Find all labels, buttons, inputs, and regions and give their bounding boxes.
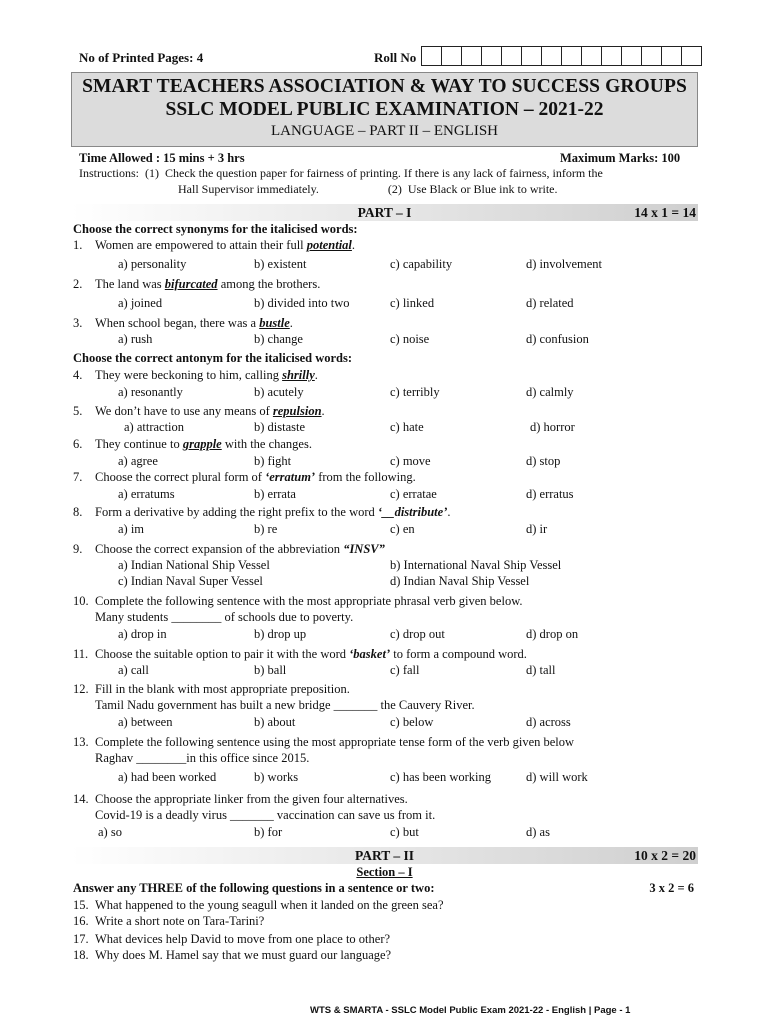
question-9 <box>73 542 385 557</box>
question-number: 6. <box>73 437 83 451</box>
maximum-marks: Maximum Marks: 100 <box>560 151 681 165</box>
question-13 <box>73 735 574 750</box>
option-a[interactable]: a) agree <box>118 454 158 468</box>
question-14-line-2: Covid-19 is a deadly virus _______ vaccination can save us from it. <box>95 808 436 822</box>
question-4 <box>73 368 318 383</box>
option-a[interactable]: a) erratums <box>118 487 175 501</box>
option-c[interactable]: c) terribly <box>390 385 440 399</box>
option-b[interactable]: b) drop up <box>254 627 307 641</box>
option-b[interactable]: b) acutely <box>254 385 304 399</box>
part-2-instruction: Answer any THREE of the following questions in a sentence or two: <box>73 881 435 895</box>
part-2-title: PART – II <box>354 848 415 863</box>
roll-no-digit-box[interactable] <box>442 46 462 66</box>
option-c[interactable]: c) Indian Naval Super Vessel <box>118 574 263 588</box>
part-2-question-16 <box>73 914 264 929</box>
question-text: Write a short note on Tara-Tarini? <box>95 914 265 928</box>
question-12 <box>73 682 350 697</box>
instructions <box>79 165 699 197</box>
option-c[interactable]: c) drop out <box>390 627 445 641</box>
question-number: 15. <box>73 898 89 912</box>
option-b[interactable]: b) about <box>254 715 296 729</box>
question-number: 10. <box>73 594 89 608</box>
question-number: 17. <box>73 932 89 946</box>
option-a[interactable]: a) so <box>98 825 122 839</box>
option-d[interactable]: d) as <box>526 825 550 839</box>
question-text-end: . <box>314 368 318 382</box>
option-c[interactable]: c) erratae <box>390 487 437 501</box>
option-d[interactable]: d) calmly <box>526 385 574 399</box>
question-text: When school began, there was a <box>95 316 260 330</box>
subject-title: LANGUAGE – PART II – ENGLISH <box>270 123 498 139</box>
part-1-marks: 14 x 1 = 14 <box>634 205 696 220</box>
question-text: Choose the suitable option to pair it with the word <box>95 647 350 661</box>
question-number: 18. <box>73 948 89 962</box>
question-number: 2. <box>73 277 83 291</box>
part-2-marks: 10 x 2 = 20 <box>634 848 696 863</box>
question-text: What happened to the young seagull when it landed on the green sea? <box>95 898 444 912</box>
roll-no-digit-box[interactable] <box>542 46 562 66</box>
option-d[interactable]: d) across <box>526 715 571 729</box>
question-text: The land was <box>95 277 165 291</box>
question-11 <box>73 647 527 662</box>
option-b[interactable]: b) works <box>254 770 299 784</box>
part-2-question-18 <box>73 948 391 963</box>
question-keyword: “INSV” <box>343 542 385 556</box>
question-6 <box>73 437 312 452</box>
question-keyword: bustle <box>259 316 290 330</box>
question-number: 14. <box>73 792 89 806</box>
option-c[interactable]: c) capability <box>390 257 453 271</box>
question-7 <box>73 470 416 485</box>
roll-no-digit-box[interactable] <box>582 46 602 66</box>
option-a[interactable]: a) drop in <box>118 627 167 641</box>
instructions-line-2: Hall Supervisor immediately. (2) Use Black or Blue ink to write. <box>178 182 558 196</box>
printed-pages-label: No of Printed Pages: 4 <box>79 50 204 65</box>
option-b[interactable]: b) International Naval Ship Vessel <box>390 558 562 572</box>
option-c[interactable]: c) linked <box>390 296 435 310</box>
question-text: They continue to <box>95 437 183 451</box>
question-number: 1. <box>73 238 83 252</box>
instructions-line-1: Instructions: (1) Check the question paper for fairness of printing. If there is any lack of fairness, inform the <box>79 166 603 180</box>
question-text: Complete the following sentence using the most appropriate tense form of the verb given below <box>95 735 575 749</box>
option-a[interactable]: a) personality <box>118 257 187 271</box>
option-a[interactable]: a) Indian National Ship Vessel <box>118 558 270 572</box>
part-2-instruction-marks: 3 x 2 = 6 <box>649 881 694 895</box>
roll-no-boxes[interactable] <box>421 46 702 66</box>
roll-no-digit-box[interactable] <box>662 46 682 66</box>
roll-no-digit-box[interactable] <box>462 46 482 66</box>
question-number: 9. <box>73 542 83 556</box>
question-text: Women are empowered to attain their full <box>95 238 307 252</box>
option-d[interactable]: d) horror <box>530 420 575 434</box>
question-text-end: . <box>321 404 325 418</box>
question-number: 5. <box>73 404 83 418</box>
question-10 <box>73 594 523 609</box>
option-a[interactable]: a) im <box>118 522 145 536</box>
question-number: 11. <box>73 647 89 661</box>
question-keyword: ‘erratum’ <box>265 470 316 484</box>
question-number: 4. <box>73 368 83 382</box>
question-number: 12. <box>73 682 89 696</box>
roll-no-digit-box[interactable] <box>602 46 622 66</box>
option-c[interactable]: c) but <box>390 825 419 839</box>
option-a[interactable]: a) had been worked <box>118 770 217 784</box>
question-2 <box>73 277 320 292</box>
option-b[interactable]: b) errata <box>254 487 296 501</box>
roll-no-digit-box[interactable] <box>482 46 502 66</box>
question-text: Complete the following sentence with the most appropriate phrasal verb given below. <box>95 594 523 608</box>
option-c[interactable]: c) en <box>390 522 415 536</box>
part-1-title: PART – I <box>357 205 412 220</box>
question-keyword: bifurcated <box>164 277 218 291</box>
question-text-end: to form a compound word. <box>390 647 527 661</box>
option-d[interactable]: d) erratus <box>526 487 574 501</box>
roll-no-digit-box[interactable] <box>522 46 542 66</box>
question-text-end: from the following. <box>315 470 416 484</box>
question-number: 16. <box>73 914 89 928</box>
option-c[interactable]: c) move <box>390 454 431 468</box>
option-b[interactable]: b) distaste <box>254 420 306 434</box>
question-text-end: . <box>289 316 293 330</box>
part-2-question-15 <box>73 898 444 913</box>
option-d[interactable]: d) will work <box>526 770 588 784</box>
question-text: Fill in the blank with most appropriate preposition. <box>95 682 350 696</box>
question-text: What devices help David to move from one place to other? <box>95 932 391 946</box>
option-d[interactable]: d) stop <box>526 454 561 468</box>
question-number: 7. <box>73 470 83 484</box>
question-number: 3. <box>73 316 83 330</box>
question-14 <box>73 792 408 807</box>
time-allowed: Time Allowed : 15 mins + 3 hrs <box>79 151 245 165</box>
section-1-label: Section – I <box>356 865 413 879</box>
question-text-end: with the changes. <box>221 437 312 451</box>
option-a[interactable]: a) resonantly <box>118 385 183 399</box>
roll-no-digit-box[interactable] <box>682 46 702 66</box>
option-b[interactable]: b) fight <box>254 454 292 468</box>
roll-no-digit-box[interactable] <box>562 46 582 66</box>
question-keyword: repulsion <box>272 404 322 418</box>
page-footer: WTS & SMARTA - SSLC Model Public Exam 2021-22 - English | Page - 1 <box>310 1005 631 1016</box>
question-keyword: shrilly <box>282 368 315 382</box>
question-number: 13. <box>73 735 89 749</box>
exam-organizer-title: SMART TEACHERS ASSOCIATION & WAY TO SUCCESS GROUPS <box>82 76 687 97</box>
option-b[interactable]: b) for <box>254 825 283 839</box>
question-text: They were beckoning to him, calling <box>95 368 283 382</box>
option-a[interactable]: a) rush <box>118 332 153 346</box>
option-d[interactable]: d) related <box>526 296 574 310</box>
option-a[interactable]: a) call <box>118 663 149 677</box>
question-text: Choose the correct plural form of <box>95 470 266 484</box>
option-b[interactable]: b) divided into two <box>254 296 350 310</box>
option-b[interactable]: b) change <box>254 332 303 346</box>
question-keyword: potential <box>306 238 352 252</box>
option-d[interactable]: d) drop on <box>526 627 579 641</box>
option-b[interactable]: b) ball <box>254 663 287 677</box>
question-5 <box>73 404 325 419</box>
option-b[interactable]: b) existent <box>254 257 307 271</box>
option-a[interactable]: a) joined <box>118 296 163 310</box>
option-d[interactable]: d) involvement <box>526 257 603 271</box>
question-8 <box>73 505 451 520</box>
question-13-line-2: Raghav ________in this office since 2015. <box>95 751 310 765</box>
synonym-heading: Choose the correct synonyms for the italicised words: <box>73 222 358 236</box>
option-a[interactable]: a) attraction <box>124 420 185 434</box>
section-1-title <box>71 865 698 880</box>
option-c[interactable]: c) has been working <box>390 770 492 784</box>
roll-no-digit-box[interactable] <box>421 46 442 66</box>
option-c[interactable]: c) fall <box>390 663 420 677</box>
question-text-end: . <box>447 505 451 519</box>
part-2-question-17 <box>73 932 390 947</box>
option-c[interactable]: c) noise <box>390 332 430 346</box>
question-12-line-2: Tamil Nadu government has built a new bridge _______ the Cauvery River. <box>95 698 475 712</box>
option-d[interactable]: d) Indian Naval Ship Vessel <box>390 574 530 588</box>
option-b[interactable]: b) re <box>254 522 278 536</box>
question-3 <box>73 316 293 331</box>
option-a[interactable]: a) between <box>118 715 173 729</box>
roll-no-label: Roll No <box>374 50 417 65</box>
question-1 <box>73 238 355 253</box>
option-c[interactable]: c) hate <box>390 420 424 434</box>
question-text-end: . <box>351 238 356 252</box>
roll-no-digit-box[interactable] <box>502 46 522 66</box>
question-keyword: ‘basket’ <box>349 647 391 661</box>
question-text: Choose the correct expansion of the abbreviation <box>95 542 344 556</box>
question-text: Why does M. Hamel say that we must guard our language? <box>95 948 392 962</box>
question-text: We don’t have to use any means of <box>95 404 273 418</box>
option-d[interactable]: d) confusion <box>526 332 589 346</box>
question-text-end: among the brothers. <box>217 277 321 291</box>
question-keyword: ‘__distribute’ <box>377 505 448 519</box>
question-10-line-2: Many students ________ of schools due to poverty. <box>95 610 354 624</box>
option-c[interactable]: c) below <box>390 715 434 729</box>
question-keyword: grapple <box>182 437 222 451</box>
exam-name-title: SSLC MODEL PUBLIC EXAMINATION – 2021-22 <box>165 99 604 120</box>
question-number: 8. <box>73 505 83 519</box>
option-d[interactable]: d) ir <box>526 522 548 536</box>
antonym-heading: Choose the correct antonym for the italicised words: <box>73 351 353 365</box>
question-text: Form a derivative by adding the right prefix to the word <box>95 505 378 519</box>
option-d[interactable]: d) tall <box>526 663 556 677</box>
roll-no-digit-box[interactable] <box>642 46 662 66</box>
question-text: Choose the appropriate linker from the given four alternatives. <box>95 792 408 806</box>
roll-no-digit-box[interactable] <box>622 46 642 66</box>
